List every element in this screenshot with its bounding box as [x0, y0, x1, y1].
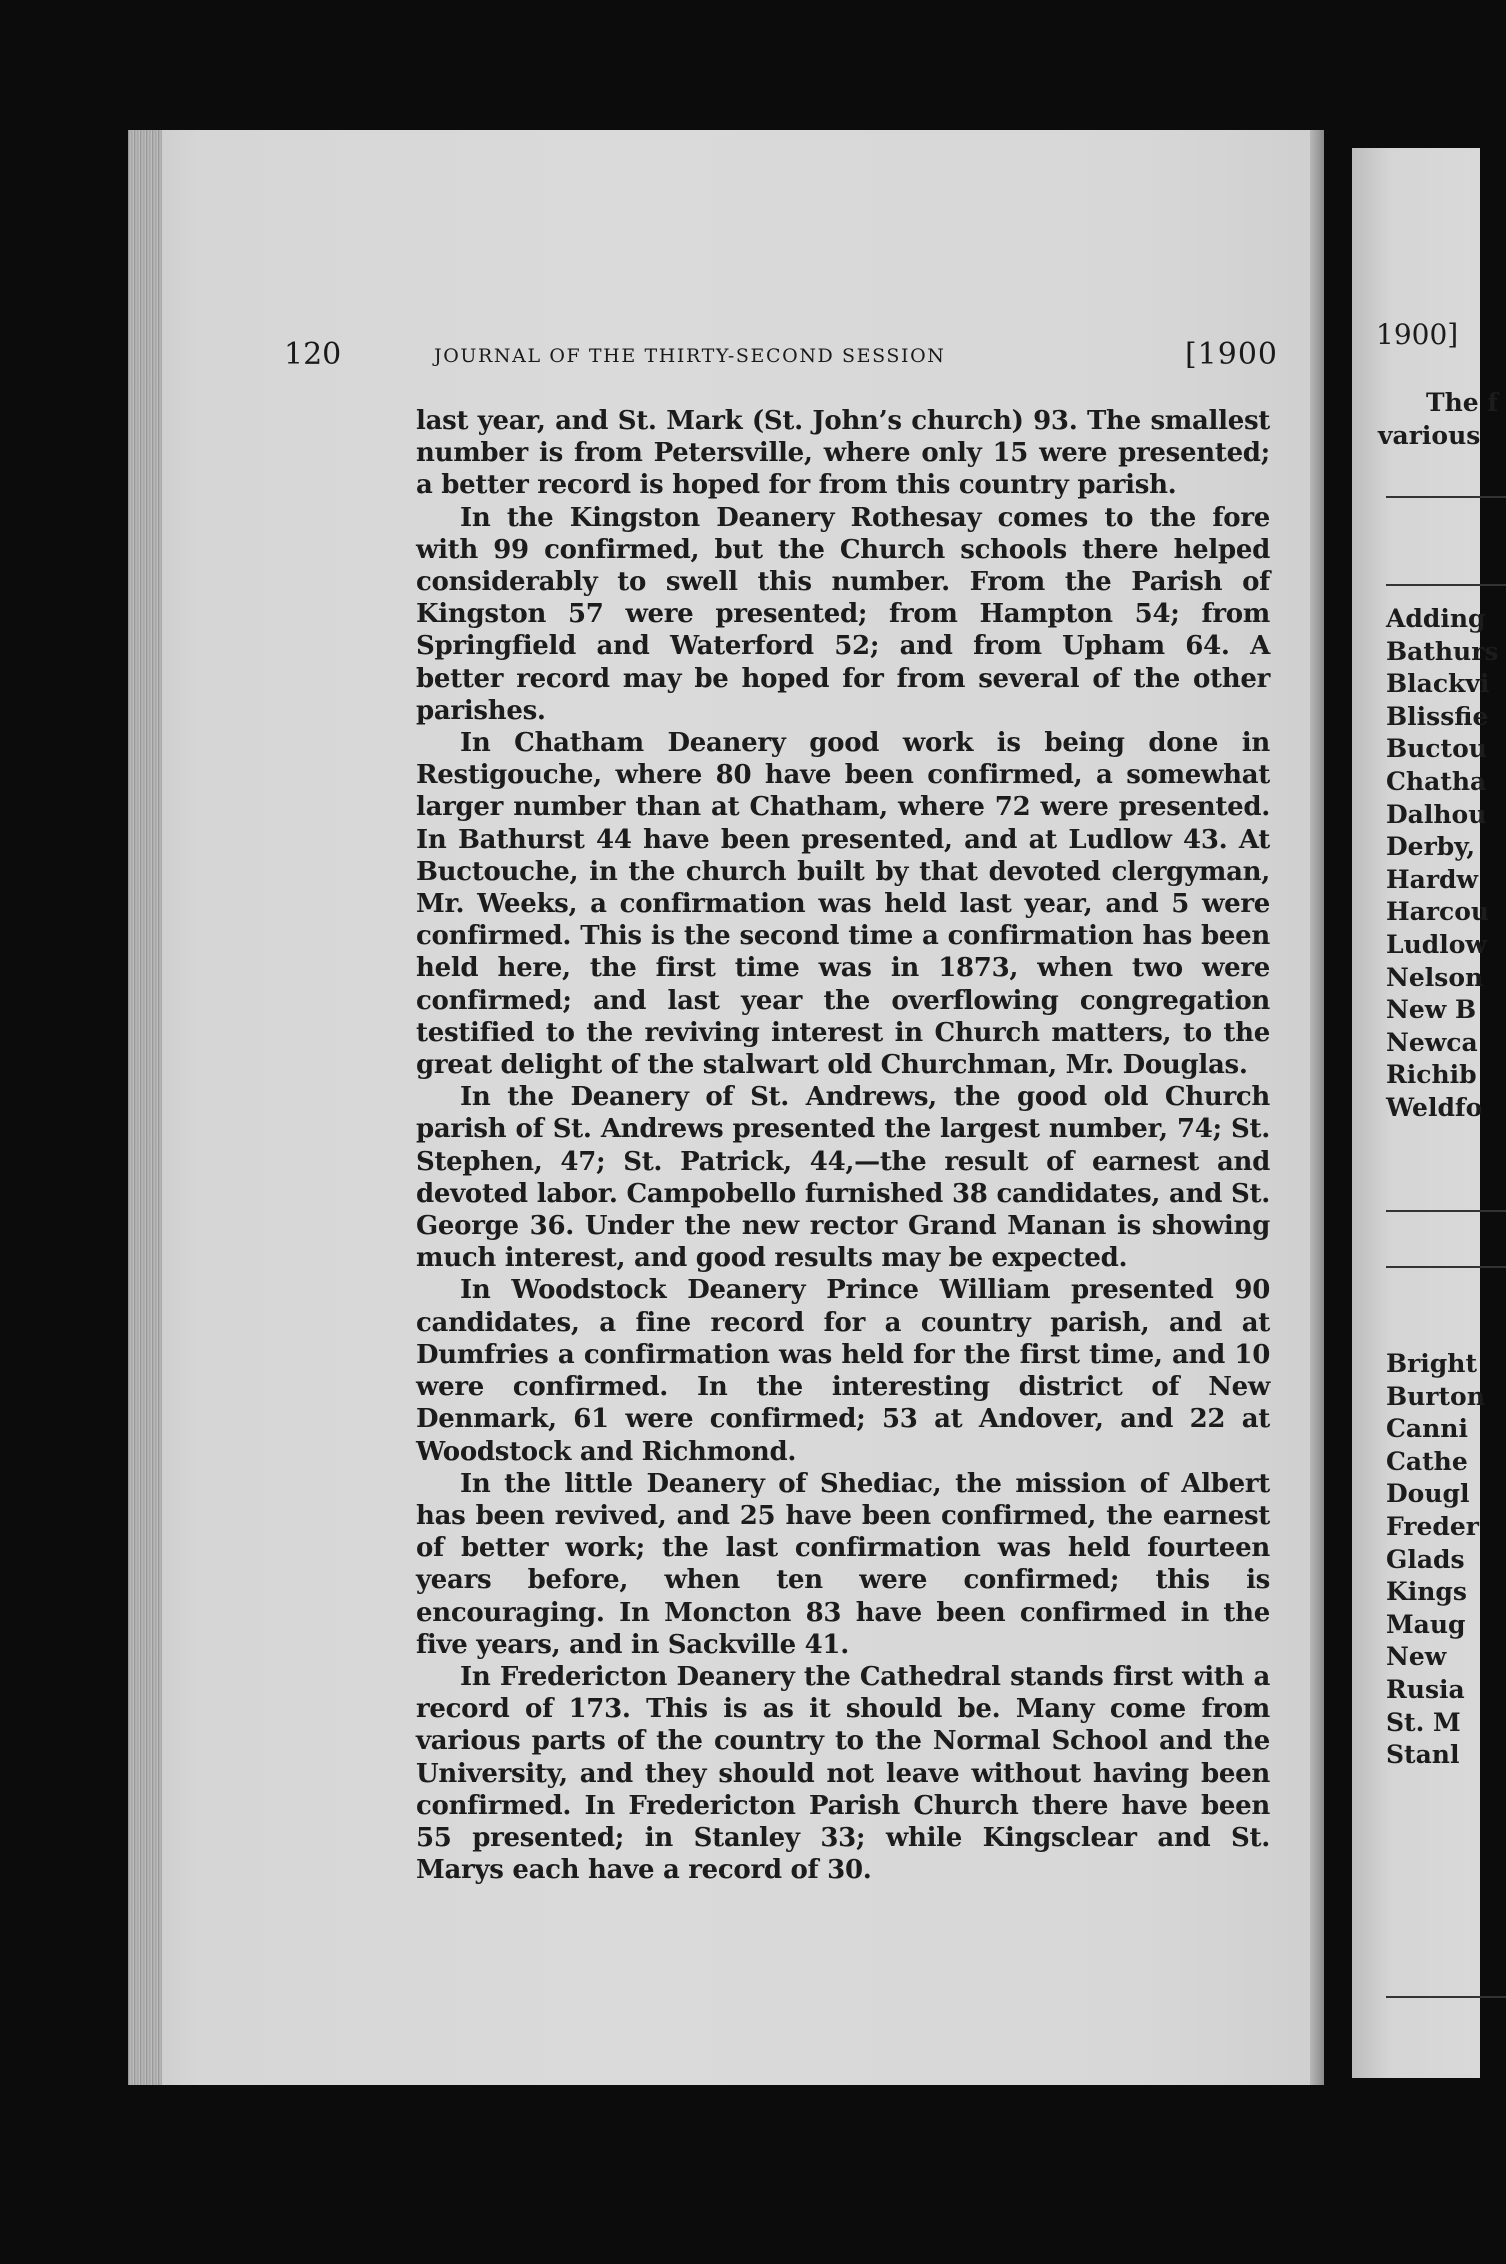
running-title: JOURNAL OF THE THIRTY-SECOND SESSION — [434, 345, 946, 367]
list-item: Chatha — [1386, 766, 1487, 796]
paragraph: In the little Deanery of Shediac, the mission of Albert has been revived, and 25 have been confirmed, the earnest of better work; the last confirmation was held fourteen years before, when ten were confirmed; this is encouraging. In Moncton 83 have been confirmed in the five years, and in Sackville 41. — [416, 1468, 1270, 1660]
next-page-intro — [1378, 386, 1498, 452]
table-rule — [1386, 584, 1506, 586]
table-rule — [1386, 1996, 1506, 1998]
place-list-a — [1386, 603, 1498, 1125]
place-list-b — [1386, 1348, 1485, 1772]
list-item: Stanl — [1386, 1740, 1460, 1770]
table-rule — [1386, 496, 1506, 498]
paragraph: In the Kingston Deanery Rothesay comes to the fore with 99 confirmed, but the Church schools there helped considerably to swell this number. From the Parish of Kingston 57 were presented; from Hampton 54; from Springfield and Waterford 52; and from Upham 64. A better record may be hoped for from several of the other parishes. — [416, 502, 1270, 726]
list-item: Maug — [1386, 1609, 1466, 1639]
list-item: Derby, — [1386, 832, 1476, 862]
list-item: Adding — [1386, 604, 1486, 633]
list-item: Burton — [1386, 1381, 1485, 1411]
paragraph: last year, and St. Mark (St. John’s church) 93. The smallest number is from Petersville, where only 15 were presented; a better record is hoped for from this country parish. — [416, 406, 1270, 501]
list-item: Bathurs — [1386, 636, 1499, 666]
paragraph: In Fredericton Deanery the Cathedral stands first with a record of 173. This is as it should be. Many come from various parts of the country to the Normal School and the University, and they should not leave without having been confirmed. In Fredericton Parish Church there have been 55 presented; in Stanley 33; while Kingsclear and St. Marys each have a record of 30. — [416, 1661, 1270, 1886]
running-year: [1900 — [1184, 337, 1278, 372]
page-gutter — [1310, 130, 1324, 2085]
page-edge — [128, 130, 162, 2085]
book-page-right — [1352, 148, 1499, 2078]
page-number: 120 — [284, 337, 342, 372]
list-item: Richib — [1386, 1060, 1477, 1090]
list-item: Hardw — [1386, 864, 1478, 894]
list-item: Blissfie — [1386, 701, 1489, 731]
list-item: Newca — [1386, 1027, 1478, 1057]
running-head — [284, 337, 1278, 377]
list-item: Kings — [1386, 1577, 1467, 1607]
list-item: Ludlow — [1386, 929, 1487, 959]
list-item: Dalhou — [1386, 799, 1487, 829]
intro-line: The f — [1426, 388, 1499, 417]
list-item: Glads — [1386, 1544, 1465, 1574]
list-item: Blackvi — [1386, 669, 1490, 699]
list-item: New — [1386, 1642, 1447, 1672]
paragraph: In Woodstock Deanery Prince William presented 90 candidates, a fine record for a country parish, and at Dumfries a confirmation was held for the first time, and 10 were confirmed. In the interesting district of New Denmark, 61 were confirmed; 53 at Andover, and 22 at Woodstock and Richmond. — [416, 1275, 1270, 1467]
list-item: Dougl — [1386, 1479, 1470, 1509]
list-item: Harcou — [1386, 897, 1490, 927]
table-rule — [1386, 1266, 1506, 1268]
list-item: Rusia — [1386, 1674, 1465, 1704]
list-item: New B — [1386, 995, 1477, 1025]
list-item: Weldfo — [1386, 1092, 1483, 1122]
intro-line: various — [1378, 421, 1481, 450]
paragraph: In the Deanery of St. Andrews, the good old Church parish of St. Andrews presented the largest number, 74; St. Stephen, 47; St. Patrick, 44,—the result of earnest and devoted labor. Campobello furnished 38 candidates, and St. George 36. Under the new rector Grand Manan is showing much interest, and good results may be expected. — [416, 1082, 1270, 1274]
list-item: Freder — [1386, 1511, 1479, 1541]
body-text — [416, 405, 1270, 1886]
paragraph: In Chatham Deanery good work is being done in Restigouche, where 80 have been confirmed, a somewhat larger number than at Chatham, where 72 were presented. In Bathurst 44 have been presented, and at Ludlow 43. At Buctouche, in the church built by that devoted clergyman, Mr. Weeks, a confirmation was held last year, and 5 were confirmed. This is the second time a confirmation has been held here, the first time was in 1873, when two were confirmed; and last year the overflowing congregation testified to the reviving interest in Church matters, to the great delight of the stalwart old Churchman, Mr. Douglas. — [416, 728, 1270, 1081]
list-item: Buctou — [1386, 734, 1487, 764]
list-item: Cathe — [1386, 1446, 1468, 1476]
list-item: Bright — [1386, 1349, 1478, 1378]
next-page-year: 1900] — [1376, 318, 1459, 351]
list-item: Canni — [1386, 1414, 1468, 1444]
list-item: St. M — [1386, 1707, 1461, 1737]
table-rule — [1386, 1210, 1506, 1212]
list-item: Nelson — [1386, 962, 1484, 992]
